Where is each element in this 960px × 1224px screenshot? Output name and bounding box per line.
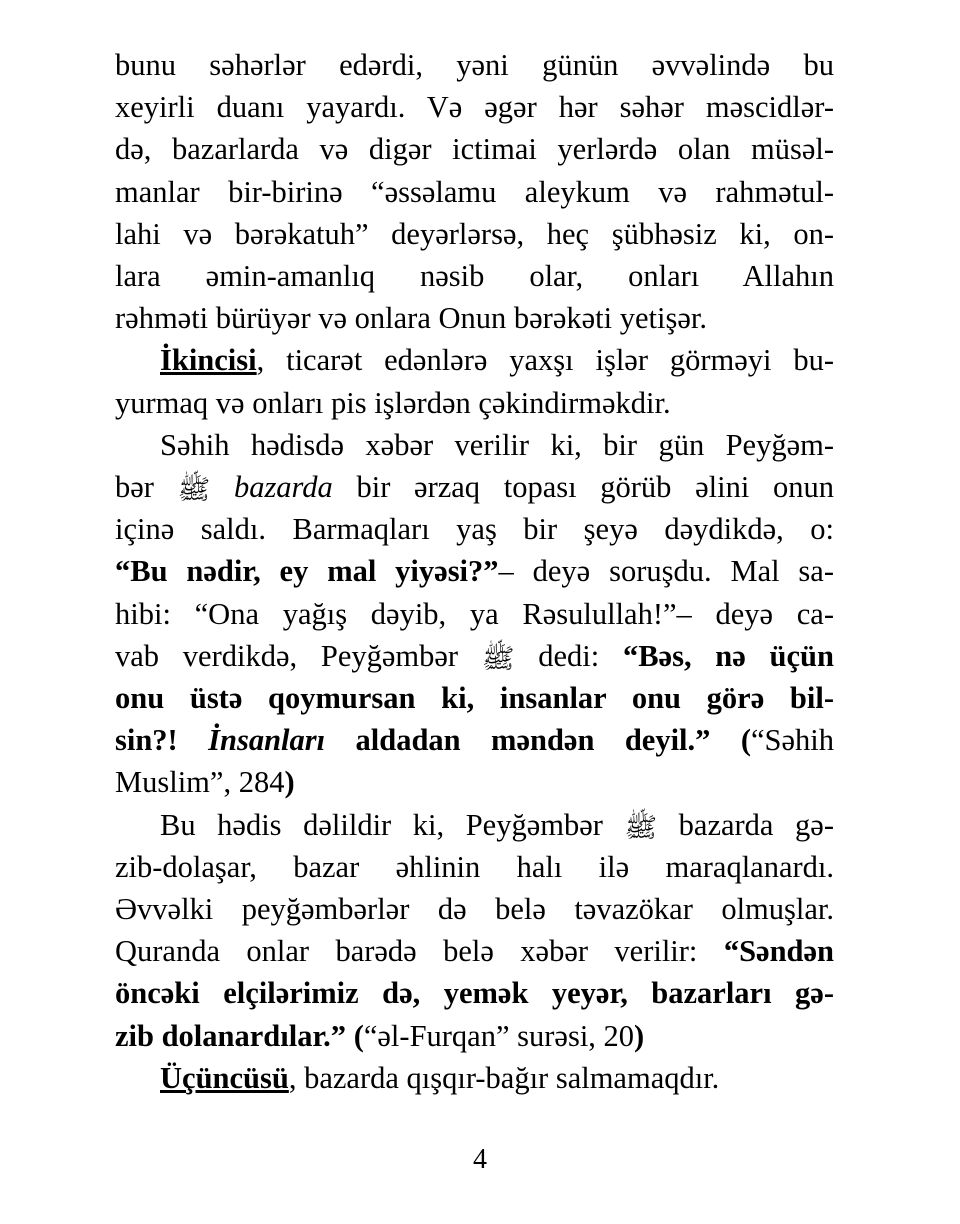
citation-run: “Səhih bbox=[750, 723, 834, 758]
text-run: Quranda onlar barədə belə xəbər verilir: bbox=[115, 934, 724, 969]
text-run bbox=[210, 470, 234, 504]
paragraph-continuation bbox=[115, 44, 834, 339]
text-line bbox=[115, 1057, 834, 1099]
text-run: bazarda gə- bbox=[657, 807, 834, 842]
bold-quote-run: aldadan məndən deyil.” bbox=[325, 723, 711, 758]
text-line: onu üstə qoymursan ki, insanlar onu görə bil- bbox=[115, 681, 834, 716]
text-line bbox=[115, 339, 834, 381]
citation-run: “əl-Furqan” surəsi, 20 bbox=[363, 1018, 635, 1053]
text-line: rəhməti bürüyər və onlara Onun bərəkəti yetişər. bbox=[115, 301, 707, 336]
text-line: bunu səhərlər edərdi, yəni günün əvvəlində bu bbox=[115, 48, 834, 82]
paragraph-explanation bbox=[115, 804, 834, 1057]
text-line bbox=[115, 804, 834, 846]
text-line bbox=[115, 635, 834, 677]
paragraph-ikincisi bbox=[115, 339, 834, 423]
text-line: Əvvəlki peyğəmbərlər də belə təvazökar olmuşlar. bbox=[115, 892, 834, 927]
text-run: bir ərzaq topası görüb əlini onun bbox=[332, 470, 834, 505]
text-line: manlar bir-birinə “əssəlamu aleykum və rahmətul- bbox=[115, 174, 834, 209]
text-line bbox=[115, 761, 834, 803]
paragraph-hadith bbox=[115, 424, 834, 804]
text-line: lara əmin-amanlıq nəsib olar, onları Allahın bbox=[115, 259, 834, 294]
page-text-column bbox=[115, 44, 834, 1099]
bold-quote-run: sin?! bbox=[115, 723, 209, 758]
text-run: , bazarda qışqır-bağır salmamaqdır. bbox=[288, 1060, 720, 1095]
text-run: – deyə soruşdu. Mal sa- bbox=[498, 554, 834, 589]
citation-paren-close: ) bbox=[284, 765, 295, 800]
sallallahu-alayhi-wasallam-icon: ﷺ bbox=[481, 643, 515, 675]
text-line bbox=[115, 1015, 834, 1057]
text-line: xeyirli duanı yayardı. Və əgər hər səhər məscidlər- bbox=[115, 90, 834, 125]
text-line: lahi və bərəkatuh” deyərlərsə, heç şübhəsiz ki, on- bbox=[115, 216, 834, 251]
text-run: , ticarət edənlərə yaxşı işlər görməyi bu- bbox=[256, 343, 834, 378]
text-line: içinə saldı. Barmaqları yaş bir şeyə dəydikdə, o: bbox=[115, 512, 834, 547]
citation-paren-close: ) bbox=[634, 1018, 645, 1053]
text-line bbox=[115, 930, 834, 972]
sallallahu-alayhi-wasallam-icon: ﷺ bbox=[624, 812, 658, 844]
text-line bbox=[115, 550, 834, 592]
page-number: 4 bbox=[473, 1144, 487, 1175]
text-line: öncəki elçilərimiz də, yemək yeyər, bazarları gə- bbox=[115, 976, 834, 1011]
text-run: vab verdikdə, Peyğəmbər bbox=[115, 638, 482, 673]
bold-quote-run: zib dolanardılar.” bbox=[115, 1018, 347, 1053]
paragraph-ucuncusu bbox=[115, 1057, 834, 1099]
text-line: zib-dolaşar, bazar əhlinin halı ilə maraqlanardı. bbox=[115, 849, 834, 884]
citation-paren-open: ( bbox=[346, 1018, 364, 1053]
text-run: dedi: bbox=[514, 638, 623, 673]
ordinal-heading-ikincisi: İkincisi bbox=[160, 343, 257, 378]
bold-quote-run: “Səndən bbox=[723, 934, 834, 969]
text-line bbox=[115, 466, 834, 508]
bold-italic-emphasis-insanlari: İnsanları bbox=[208, 723, 326, 758]
citation-run: Muslim”, 284 bbox=[115, 765, 285, 800]
text-run: bər bbox=[115, 470, 178, 505]
citation-paren-open: ( bbox=[710, 723, 751, 758]
ordinal-heading-ucuncusu: Üçüncüsü bbox=[160, 1060, 289, 1095]
bold-quote-run: “Bu nədir, ey mal yiyəsi?” bbox=[115, 554, 499, 589]
text-line: Səhih hədisdə xəbər verilir ki, bir gün Peyğəm- bbox=[160, 427, 834, 462]
text-line: yurmaq və onları pis işlərdən çəkindirməkdir. bbox=[115, 385, 671, 420]
text-line bbox=[115, 719, 834, 761]
text-line: hibi: “Ona yağış dəyib, ya Rəsulullah!”– deyə ca- bbox=[115, 596, 834, 631]
italic-emphasis-bazarda: bazarda bbox=[233, 470, 333, 505]
bold-quote-run: “Bəs, nə üçün bbox=[622, 638, 834, 673]
text-run: Bu hədis dəlildir ki, Peyğəmbər bbox=[160, 807, 625, 842]
text-line: də, bazarlarda və digər ictimai yerlərdə olan müsəl- bbox=[115, 132, 834, 167]
sallallahu-alayhi-wasallam-icon: ﷺ bbox=[177, 474, 211, 506]
